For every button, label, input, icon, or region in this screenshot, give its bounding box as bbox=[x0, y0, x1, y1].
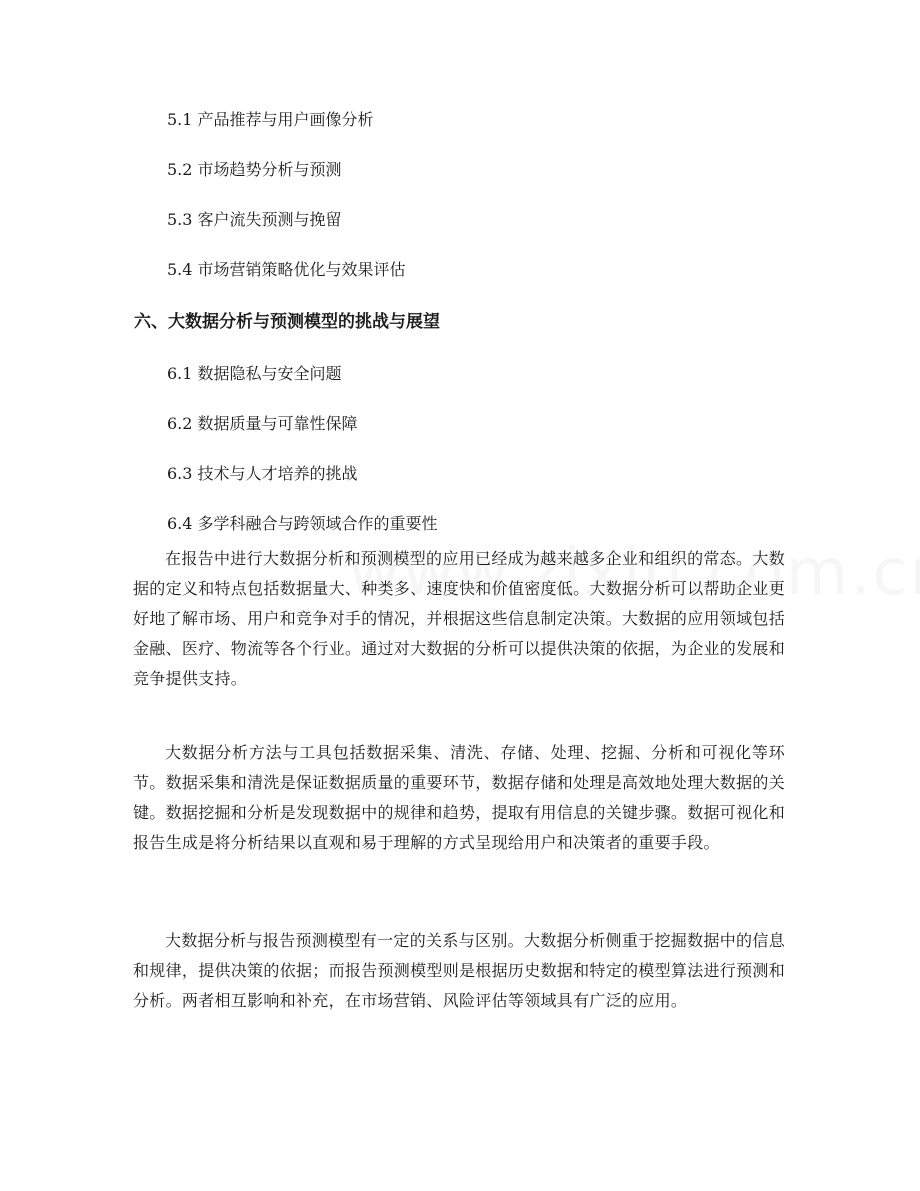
toc-item-5-3: 5.3 客户流失预测与挽留 bbox=[167, 210, 342, 229]
toc-item-6-1: 6.1 数据隐私与安全问题 bbox=[167, 364, 342, 383]
body-paragraph-1: 在报告中进行大数据分析和预测模型的应用已经成为越来越多企业和组织的常态。大数据的定义和特点包括数据量大、种类多、速度快和价值密度低。大数据分析可以帮助企业更好地了解市场、用户和竞争对手的情况，并根据这些信息制定决策。大数据的应用领域包括金融、医疗、物流等各个行业。通过对大数据的分析可以提供决策的依据，为企业的发展和竞争提供支持。 bbox=[133, 549, 786, 688]
body-paragraph-3: 大数据分析与报告预测模型有一定的关系与区别。大数据分析侧重于挖掘数据中的信息和规律，提供决策的依据；而报告预测模型则是根据历史数据和特定的模型算法进行预测和分析。两者相互影响和补充，在市场营销、风险评估等领域具有广泛的应用。 bbox=[133, 931, 786, 1010]
toc-item-6-4: 6.4 多学科融合与跨领域合作的重要性 bbox=[167, 514, 438, 533]
toc-item-6-3: 6.3 技术与人才培养的挑战 bbox=[167, 464, 358, 483]
toc-item-5-4: 5.4 市场营销策略优化与效果评估 bbox=[167, 260, 406, 279]
toc-item-6-2: 6.2 数据质量与可靠性保障 bbox=[167, 414, 358, 433]
toc-item-5-1: 5.1 产品推荐与用户画像分析 bbox=[167, 110, 374, 129]
section-6-heading: 六、大数据分析与预测模型的挑战与展望 bbox=[134, 312, 440, 332]
toc-item-5-2: 5.2 市场趋势分析与预测 bbox=[167, 160, 342, 179]
body-paragraph-2: 大数据分析方法与工具包括数据采集、清洗、存储、处理、挖掘、分析和可视化等环节。数据采集和清洗是保证数据质量的重要环节，数据存储和处理是高效地处理大数据的关键。数据挖掘和分析是发现数据中的规律和趋势，提取有用信息的关键步骤。数据可视化和报告生成是将分析结果以直观和易于理解的方式呈现给用户和决策者的重要手段。 bbox=[133, 743, 786, 852]
